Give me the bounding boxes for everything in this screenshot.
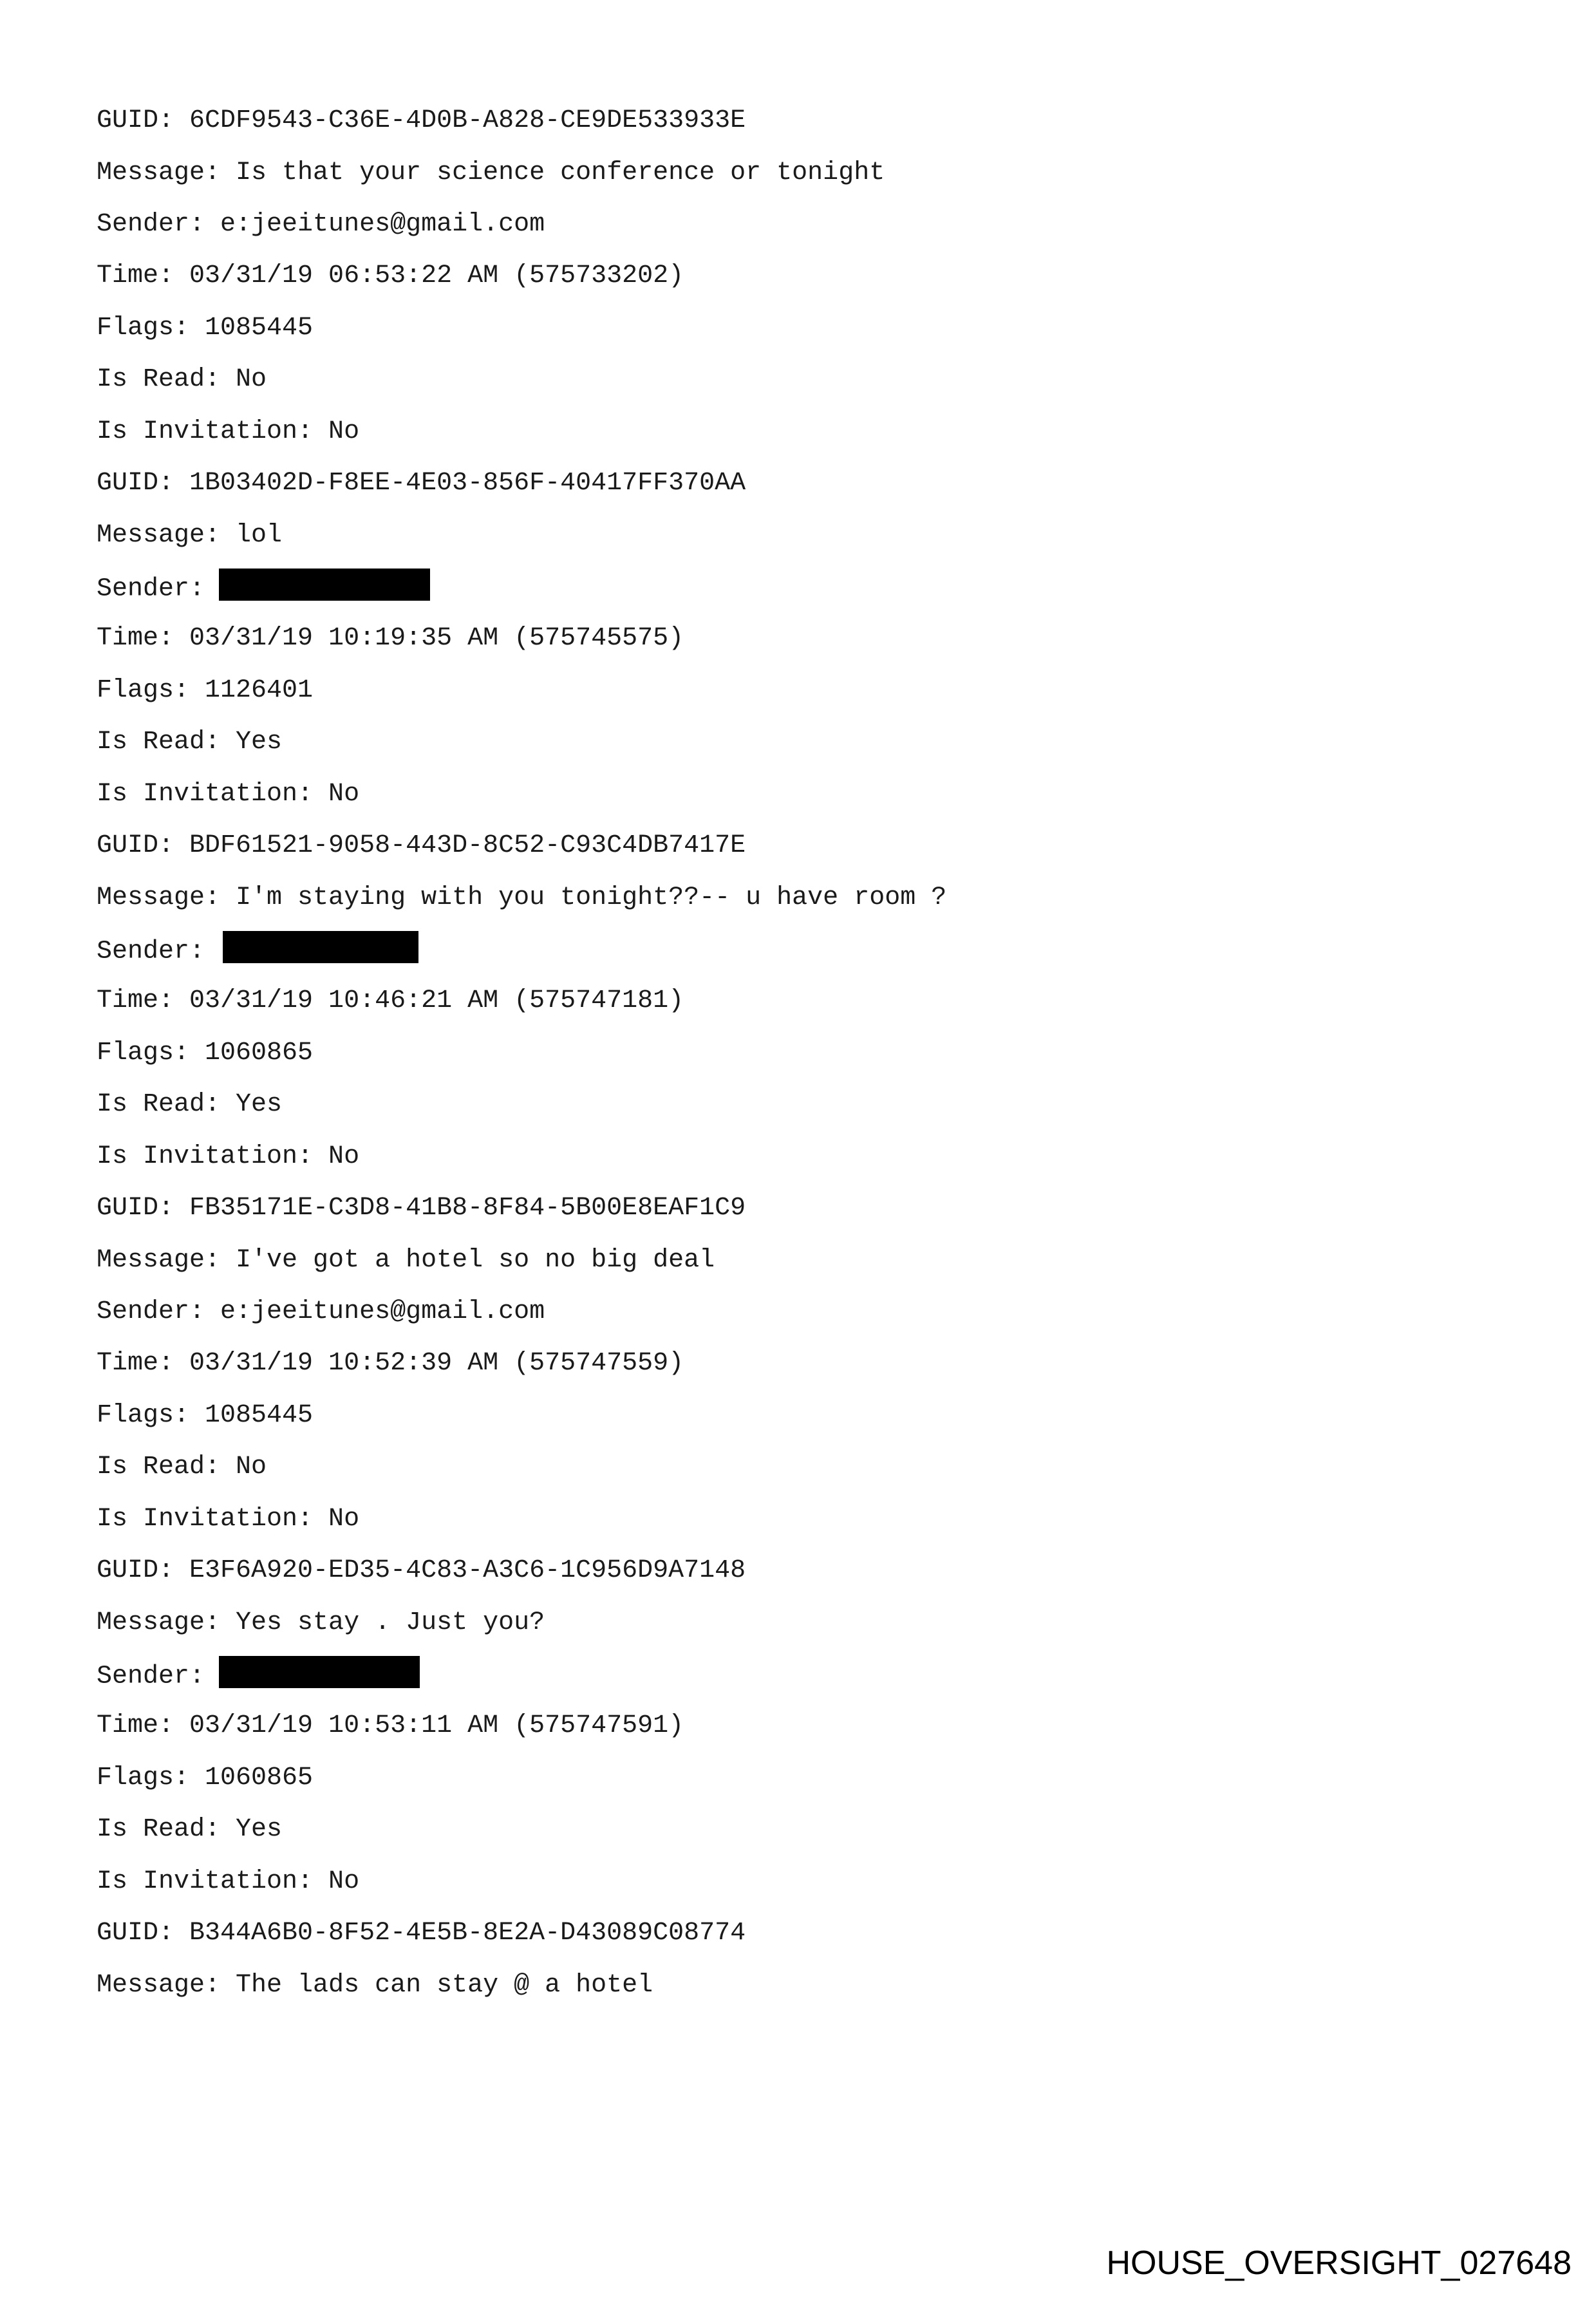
record-time: Time: 03/31/19 10:53:11 AM (575747591) xyxy=(97,1711,684,1740)
sender-label: Sender: xyxy=(97,574,205,604)
record-sender xyxy=(97,210,1513,262)
sender-value: e:jeeitunes@gmail.com xyxy=(220,209,545,239)
record-message: Message: lol xyxy=(97,520,283,550)
record-flags: Flags: 1085445 xyxy=(97,1400,314,1430)
record-message: Message: Yes stay . Just you? xyxy=(97,1608,545,1637)
record-time: Time: 03/31/19 10:52:39 AM (575747559) xyxy=(97,1349,684,1378)
record-is-invitation: Is Invitation: No xyxy=(97,779,360,809)
message-record xyxy=(97,210,1513,550)
record-is-invitation: Is Invitation: No xyxy=(97,1866,360,1896)
record-message: Message: Is that your science conference or tonight xyxy=(97,158,885,187)
record-sender xyxy=(97,572,1513,625)
message-record xyxy=(97,106,1513,188)
sender-label: Sender: xyxy=(97,1662,205,1691)
sender-label: Sender: xyxy=(97,937,205,966)
redaction-box xyxy=(219,1656,420,1688)
sender-label: Sender: xyxy=(97,209,221,239)
record-guid: GUID: 6CDF9543-C36E-4D0B-A828-CE9DE533933E xyxy=(97,106,746,135)
record-is-invitation: Is Invitation: No xyxy=(97,1142,360,1171)
record-time: Time: 03/31/19 10:46:21 AM (575747181) xyxy=(97,986,684,1015)
message-record xyxy=(97,1660,1513,2000)
record-time: Time: 03/31/19 06:53:22 AM (575733202) xyxy=(97,261,684,290)
record-time: Time: 03/31/19 10:19:35 AM (575745575) xyxy=(97,624,684,653)
record-is-read: Is Read: Yes xyxy=(97,728,283,757)
redaction-box xyxy=(223,931,418,963)
message-record xyxy=(97,1297,1513,1638)
record-is-invitation: Is Invitation: No xyxy=(97,1504,360,1534)
record-guid: GUID: 1B03402D-F8EE-4E03-856F-40417FF370AA xyxy=(97,469,746,498)
record-is-invitation: Is Invitation: No xyxy=(97,417,360,446)
record-flags: Flags: 1126401 xyxy=(97,675,314,705)
redaction-box xyxy=(219,569,430,601)
record-sender xyxy=(97,1660,1513,1712)
sender-label: Sender: xyxy=(97,1297,221,1326)
record-message: Message: I've got a hotel so no big deal xyxy=(97,1245,715,1275)
record-guid: GUID: BDF61521-9058-443D-8C52-C93C4DB7417E xyxy=(97,831,746,860)
record-is-read: Is Read: Yes xyxy=(97,1815,283,1844)
record-flags: Flags: 1085445 xyxy=(97,313,314,343)
record-is-read: Is Read: No xyxy=(97,365,267,394)
record-message: Message: The lads can stay @ a hotel xyxy=(97,1970,653,2000)
record-is-read: Is Read: No xyxy=(97,1452,267,1481)
record-flags: Flags: 1060865 xyxy=(97,1038,314,1067)
message-record xyxy=(97,572,1513,913)
record-is-read: Is Read: Yes xyxy=(97,1090,283,1119)
record-guid: GUID: B344A6B0-8F52-4E5B-8E2A-D43089C08774 xyxy=(97,1919,746,1948)
record-flags: Flags: 1060865 xyxy=(97,1763,314,1792)
record-guid: GUID: FB35171E-C3D8-41B8-8F84-5B00E8EAF1C9 xyxy=(97,1194,746,1223)
message-log xyxy=(97,106,1513,2022)
record-sender xyxy=(97,935,1513,987)
bates-number: HOUSE_OVERSIGHT_027648 xyxy=(1106,2244,1572,2282)
record-guid: GUID: E3F6A920-ED35-4C83-A3C6-1C956D9A7148 xyxy=(97,1556,746,1585)
message-record xyxy=(97,935,1513,1275)
record-sender xyxy=(97,1297,1513,1349)
sender-value: e:jeeitunes@gmail.com xyxy=(220,1297,545,1326)
record-message: Message: I'm staying with you tonight??-- u have room ? xyxy=(97,883,947,912)
